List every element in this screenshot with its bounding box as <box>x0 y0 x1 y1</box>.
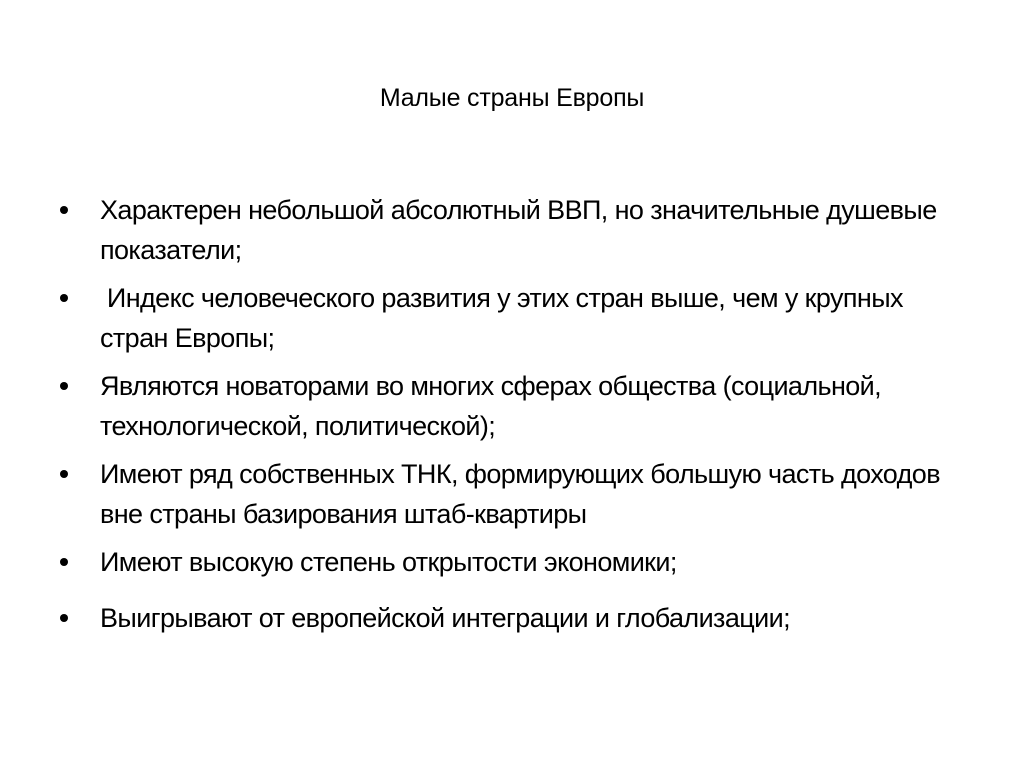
slide-title: Малые страны Европы <box>379 84 645 112</box>
bullet-dot-icon <box>60 470 68 478</box>
bullet-dot-icon <box>60 206 68 214</box>
bullet-list <box>56 190 976 654</box>
bullet-text: Имеют ряд собственных ТНК, формирующих большую часть доходов вне страны базирования штаб-квартиры <box>100 459 940 529</box>
bullet-dot-icon <box>60 294 68 302</box>
bullet-item <box>56 278 976 358</box>
bullet-item <box>56 598 976 638</box>
bullet-text: Характерен небольшой абсолютный ВВП, но значительные душевые показатели; <box>100 195 937 265</box>
bullet-text: Индекс человеческого развития у этих стран выше, чем у крупных стран Европы; <box>100 283 910 353</box>
bullet-item <box>56 454 976 534</box>
bullet-text: Выигрывают от европейской интеграции и глобализации; <box>100 603 790 633</box>
bullet-item <box>56 366 976 446</box>
bullet-dot-icon <box>60 614 68 622</box>
bullet-dot-icon <box>60 558 68 566</box>
bullet-item <box>56 542 976 582</box>
bullet-item <box>56 190 976 270</box>
bullet-text: Являются новаторами во многих сферах общества (социальной, технологической, политической); <box>100 371 882 441</box>
bullet-dot-icon <box>60 382 68 390</box>
bullet-text: Имеют высокую степень открытости экономики; <box>100 547 677 577</box>
